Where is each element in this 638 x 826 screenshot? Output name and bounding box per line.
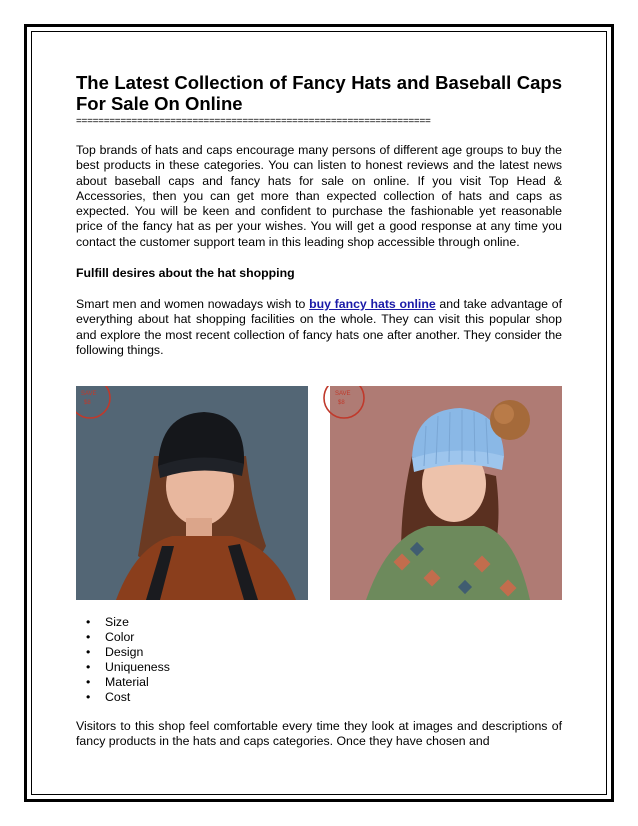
intro-paragraph: Top brands of hats and caps encourage many persons of different age groups to buy the best products in these categories. You can listen to honest reviews and the latest news about baseball caps and fancy hats for sale on online. If you visit Top Head & Accessories, then you can get more than expected collection of hats and caps as expected. You will be keen and confident to purchase the fashionable yet reasonable price of the fancy hat as per your wishes. You will get a good response at any time you contact the customer support team in this leading shop accessible through online. <box>76 143 562 249</box>
list-item: • Size <box>86 615 170 630</box>
page-title: The Latest Collection of Fancy Hats and Baseball Caps For Sale On Online <box>76 72 562 114</box>
buy-fancy-hats-link[interactable]: buy fancy hats online <box>309 297 436 312</box>
article <box>76 72 562 358</box>
list-item: • Material <box>86 675 170 690</box>
shopping-paragraph-start: Smart men and women nowadays wish to <box>76 297 310 312</box>
right-badge-text-2: $8 <box>338 400 345 406</box>
considerations-list <box>86 615 170 705</box>
right-badge-text-1: SAVE <box>335 391 351 397</box>
list-item: • Design <box>86 645 170 660</box>
shopping-paragraph <box>76 297 562 358</box>
section-heading: Fulfill desires about the hat shopping <box>76 266 295 281</box>
title-rule: ================================================================ <box>76 116 431 127</box>
list-item: • Color <box>86 630 170 645</box>
hat-product-image <box>76 386 562 600</box>
shopping-paragraph-end: and take advantage of everything about hat shopping facilities on the whole. They can visit this popular shop and explore the most recent collection of fancy hats one after another. They consider the following things. <box>76 297 562 357</box>
visitors-paragraph: Visitors to this shop feel comfortable every time they look at images and descriptions of fancy products in the hats and caps categories. Once they have chosen and <box>76 719 562 749</box>
list-item: • Cost <box>86 690 170 705</box>
list-item: • Uniqueness <box>86 660 170 675</box>
hat-photos <box>76 386 562 600</box>
left-badge-text-1: SAVE <box>81 391 97 397</box>
left-badge-text-2: $8 <box>84 400 91 406</box>
